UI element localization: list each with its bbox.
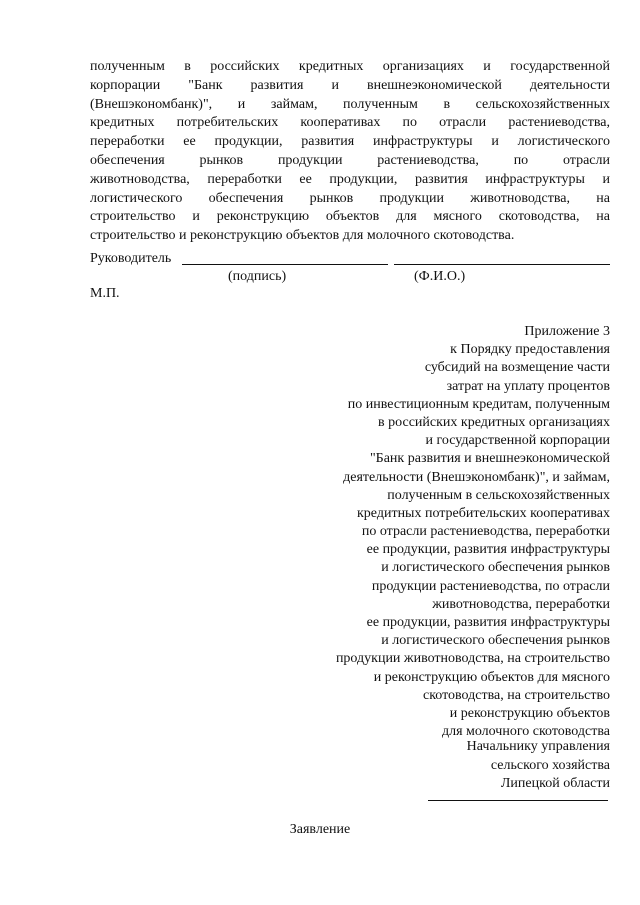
addressee-line: Липецкой области [500, 776, 610, 791]
appendix-line: ее продукции, развития инфраструктуры [366, 615, 610, 630]
appendix-line: по отрасли растениеводства, переработки [361, 524, 610, 540]
appendix-line: полученным в сельскохозяйственных [387, 487, 610, 503]
addressee-line: сельского хозяйства [490, 757, 610, 773]
appendix-line: и реконструкцию объектов [449, 705, 610, 721]
addressee-block [310, 738, 610, 794]
appendix-line: кредитных потребительских кооперативах [357, 505, 610, 521]
body-paragraph [90, 58, 610, 246]
signature-line [182, 264, 388, 265]
signature-caption: (подпись) [228, 269, 287, 284]
appendix-line: скотоводства, на строительство [422, 687, 610, 703]
name-line [394, 264, 610, 265]
appendix-line: субсидий на возмещение части [424, 360, 610, 376]
body-line: (Внешэкономбанк)", и займам, полученным в сельскохозяйственных [90, 96, 610, 112]
body-line: строительство и реконструкцию объектов для молочного скотоводства. [90, 228, 515, 244]
appendix-line: к Порядку предоставления [450, 342, 610, 358]
body-line: строительство и реконструкцию объектов для мясного скотоводства, на [90, 209, 610, 225]
name-caption: (Ф.И.О.) [414, 269, 466, 284]
addressee-name-line [428, 800, 608, 801]
appendix-line: затрат на уплату процентов [446, 378, 610, 394]
appendix-line: продукции растениеводства, по отрасли [371, 578, 610, 594]
body-line: переработки ее продукции, развития инфраструктуры и логистического [90, 134, 610, 150]
appendix-line: по инвестиционным кредитам, полученным [347, 396, 610, 412]
body-line: полученным в российских кредитных организациях и государственной [90, 59, 610, 74]
appendix-line: животноводства, переработки [432, 596, 610, 612]
appendix-line: продукции животноводства, на строительство [335, 651, 610, 667]
body-line: кредитных потребительских кооперативах по отрасли растениеводства, [90, 115, 610, 131]
appendix-header [210, 323, 610, 741]
appendix-line: Приложение 3 [524, 324, 610, 339]
body-line: логистического обеспечения рынков продукции животноводства, на [90, 190, 610, 206]
stamp-label: М.П. [90, 286, 120, 301]
appendix-line: деятельности (Внешэкономбанк)", и займам, [343, 469, 610, 485]
appendix-line: и государственной корпорации [425, 433, 610, 449]
appendix-line: "Банк развития и внешнеэкономической [369, 451, 610, 467]
addressee-line: Начальнику управления [466, 739, 610, 754]
body-line: корпорации "Банк развития и внешнеэкономической деятельности [90, 77, 610, 93]
signature-label: Руководитель [90, 251, 172, 266]
appendix-line: ее продукции, развития инфраструктуры [366, 542, 610, 558]
body-line: обеспечения рынков продукции растениеводства, по отрасли [90, 152, 610, 168]
appendix-line: и реконструкцию объектов для мясного [373, 669, 610, 685]
body-line: животноводства, переработки ее продукции, развития инфраструктуры и [90, 171, 610, 187]
appendix-line: для молочного скотоводства [441, 724, 610, 740]
appendix-line: и логистического обеспечения рынков [381, 633, 610, 649]
appendix-line: в российских кредитных организациях [378, 414, 610, 430]
appendix-line: и логистического обеспечения рынков [381, 560, 610, 576]
document-title: Заявление [289, 822, 351, 837]
